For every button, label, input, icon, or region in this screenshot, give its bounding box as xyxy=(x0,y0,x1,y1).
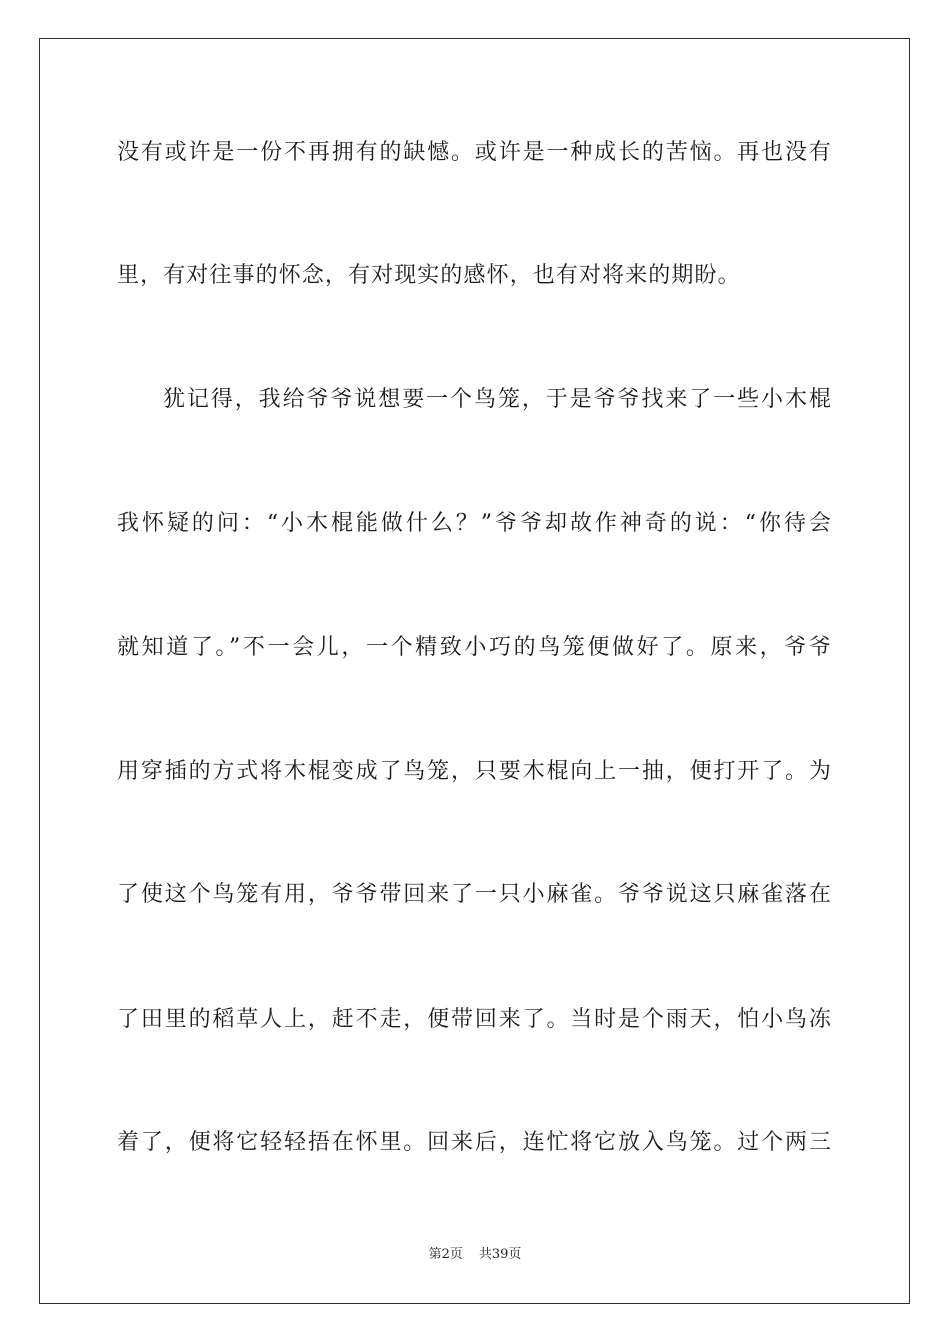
text-line-7: 了使这个鸟笼有用，爷爷带回来了一只小麻雀。爷爷说这只麻雀落在 xyxy=(117,882,832,907)
text-line-9: 着了，便将它轻轻捂在怀里。回来后，连忙将它放入鸟笼。过个两三 xyxy=(117,1130,832,1155)
text-line-3-indented: 犹记得，我给爷爷说想要一个鸟笼，于是爷爷找来了一些小木棍 xyxy=(163,387,832,412)
page-footer xyxy=(0,1246,950,1264)
text-line-8: 了田里的稻草人上，赶不走，便带回来了。当时是个雨天，怕小鸟冻 xyxy=(117,1007,832,1032)
text-line-4: 我怀疑的问：“小木棍能做什么？”爷爷却故作神奇的说：“你待会 xyxy=(117,511,832,536)
text-line-6: 用穿插的方式将木棍变成了鸟笼，只要木棍向上一抽，便打开了。为 xyxy=(117,759,832,784)
page-border xyxy=(39,38,910,1304)
page-number: 第2页 xyxy=(428,1247,463,1262)
text-line-1: 没有或许是一份不再拥有的缺憾。或许是一种成长的苦恼。再也没有 xyxy=(117,140,832,165)
text-line-2: 里，有对往事的怀念，有对现实的感怀，也有对将来的期盼。 xyxy=(117,263,741,288)
text-line-5: 就知道了。”不一会儿，一个精致小巧的鸟笼便做好了。原来，爷爷 xyxy=(117,635,832,660)
page-total: 共39页 xyxy=(478,1247,522,1262)
